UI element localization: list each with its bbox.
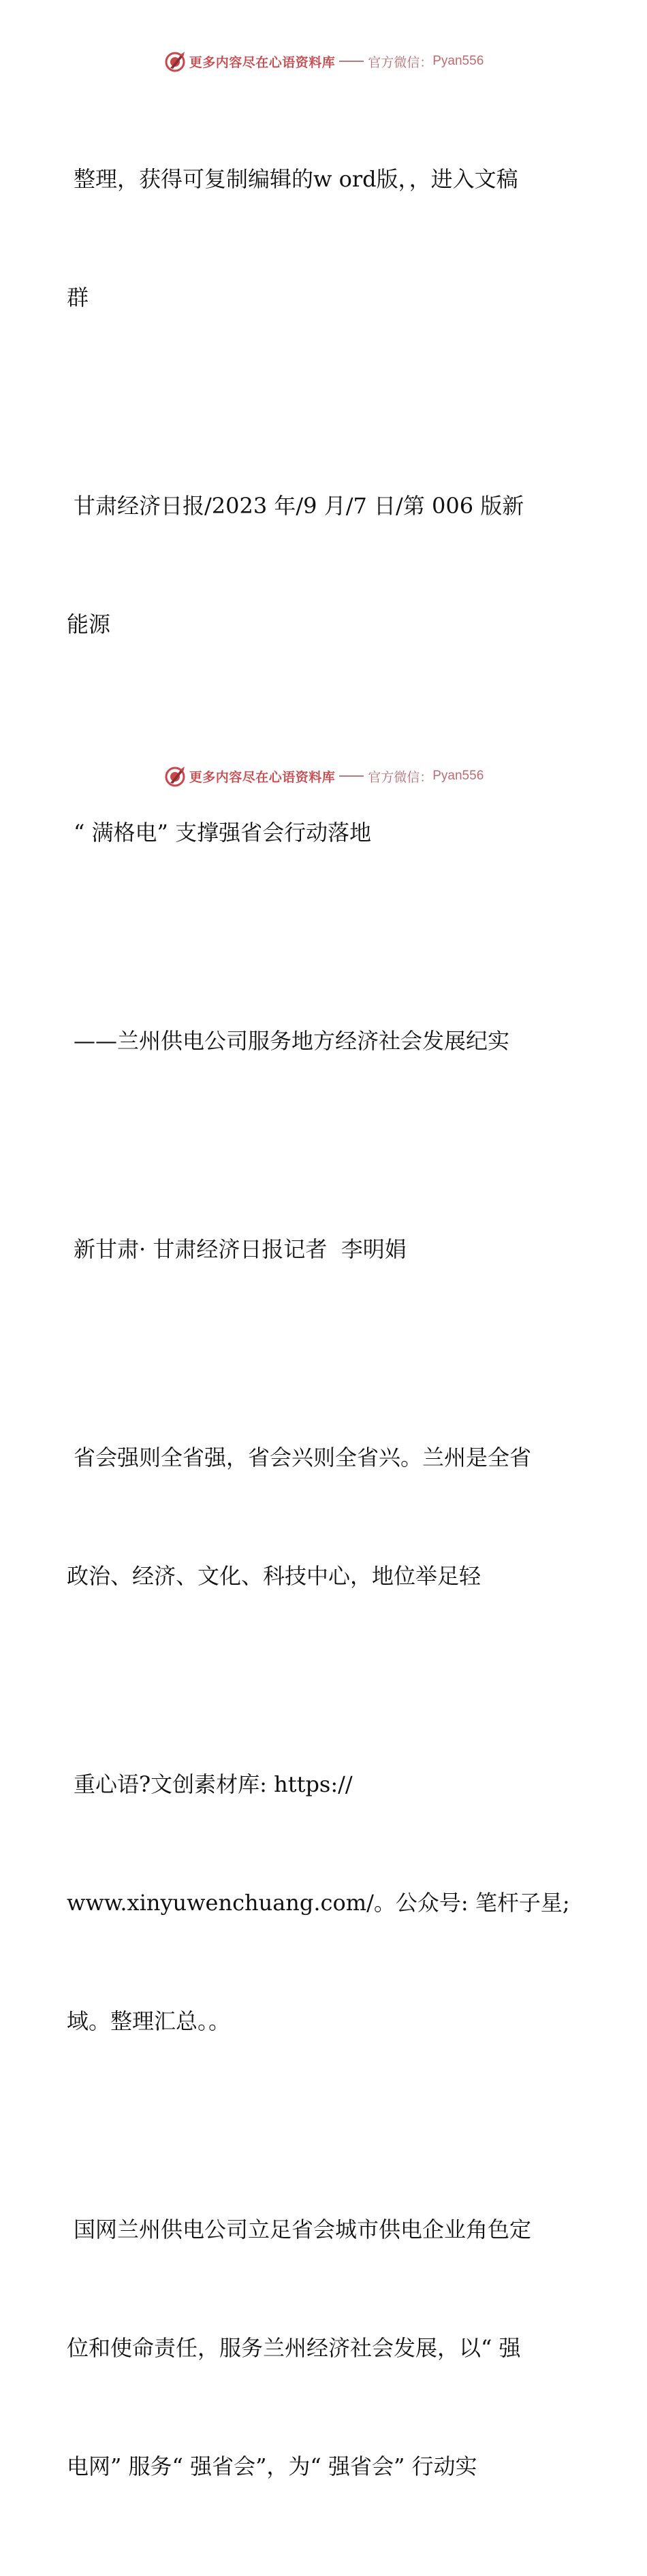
banner-wechat-id: Pyan556 [432,54,484,68]
banner-slogan: 更多内容尽在心语资料库 [189,769,336,785]
text-line: 国网兰州供电公司立足省会城市供电企业角色定 [74,2217,532,2242]
paragraph-intro [67,80,584,396]
text-line: 政治、经济、文化、科技中心，地位举足轻 [67,1563,482,1589]
article-byline [67,1150,584,1348]
quill-pen-logo-icon [163,50,187,73]
paragraph-source [67,407,584,723]
banner-wechat-label: 官方微信： [368,54,433,70]
quill-pen-logo-icon [163,764,187,788]
paragraph-body-1 [67,1359,584,1675]
text-line: 甘肃经济日报/2023 年/9 月/7 日/第 006 版新 [74,493,524,519]
text-line: 电网” 服务“ 强省会”，为“ 强省会” 行动实 [67,2453,477,2479]
paragraph-body-3 [67,2131,584,2565]
banner-wechat-id: Pyan556 [432,769,484,783]
banner-wechat-label: 官方微信： [368,769,433,785]
article-subtitle [67,942,584,1140]
text-line: 新甘肃· 甘肃经济日报记者 李明娟 [74,1236,407,1262]
banner-dash [339,61,364,62]
text-line: 群 [67,285,89,310]
text-line: 重心语?文创素材库: https:// [74,1771,353,1797]
text-line: ——兰州供电公司服务地方经济社会发展纪实 [74,1028,510,1054]
text-line: 位和使命责任，服务兰州经济社会发展，以“ 强 [67,2335,521,2361]
text-line: 域。整理汇总。。 [67,2008,231,2034]
document-body [67,80,584,2576]
paragraph-body-2 [67,1686,584,2120]
footer-banner [0,762,647,790]
text-line: www.xinyuwenchuang.com/。公众号: 笔杆子星; [67,1890,570,1916]
header-banner [0,48,647,75]
text-line: 能源 [67,611,111,637]
text-line: 整理，获得可复制编辑的w ord版，，进入文稿 [74,166,518,192]
banner-dash [339,775,364,777]
text-line: 省会强则全省强，省会兴则全省兴。兰州是全省 [74,1445,532,1470]
text-line: “ 满格电” 支撑强省会行动落地 [74,820,372,846]
banner-slogan: 更多内容尽在心语资料库 [189,54,336,70]
